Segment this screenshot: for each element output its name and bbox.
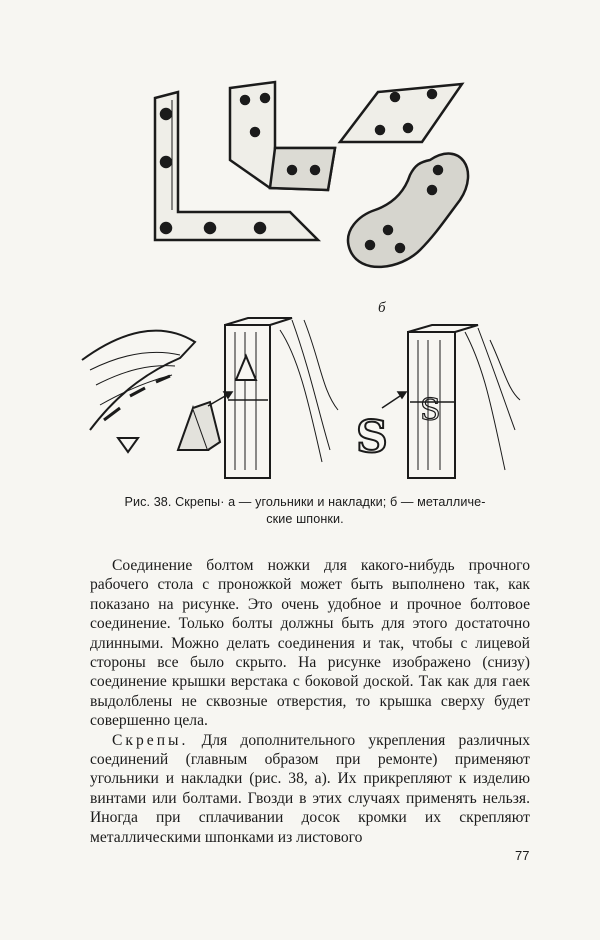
paragraph: Соединение болтом ножки для какого-нибудь прочного рабочего стола с проножкой может быть выполнено так, как показано на рисунке. Это очень удобное и прочное болтовое соединение. Только болты должны быть для этого достаточно длинными. Можно делать соединения и так, чтобы с лицевой стороны все было скрыто. На рисунке изображено (снизу) соединение крышки верстака с боковой доской. Так как для гаек выдолблены не сквозные отверстия, то крышка сверху будет совершенно цела. xyxy=(90,557,530,730)
wedge-triangle xyxy=(118,438,138,452)
caption-line-1: Рис. 38. Скрепы· а — угольники и накладки; б — металличе- xyxy=(124,495,486,509)
wood-block-right xyxy=(408,325,520,478)
s-shaped-dowel-icon: S xyxy=(356,412,388,463)
flat-plate xyxy=(340,84,462,142)
section-lead: Скрепы. xyxy=(112,731,189,749)
figure-caption xyxy=(70,494,540,528)
angle-bracket xyxy=(230,82,335,190)
curved-board xyxy=(82,331,195,430)
body-text xyxy=(90,556,530,847)
figure-38-illustration xyxy=(60,70,530,490)
arrow-icon xyxy=(382,392,406,408)
figure-label-b: б xyxy=(378,300,386,316)
paragraph-body: Для дополнительного укрепления различных соединений (главным образом при ремонте) применяют угольники и накладки (рис. 38, а). Их прикрепляют к изделию винтами или болтами. Гвозди в этих случаях применять нельзя. Иногда при сплачивании досок кромки их скрепляют металлическими шпонками из листового xyxy=(90,731,530,846)
page-number: 77 xyxy=(515,848,530,863)
paragraph xyxy=(90,731,530,847)
arrow-icon xyxy=(208,392,232,406)
figure-eight-plate xyxy=(348,154,468,267)
caption-line-2: ские шпонки. xyxy=(266,512,344,526)
svg-text:S: S xyxy=(420,393,441,428)
wood-block-left xyxy=(225,318,338,478)
triangular-dowel xyxy=(178,402,220,450)
